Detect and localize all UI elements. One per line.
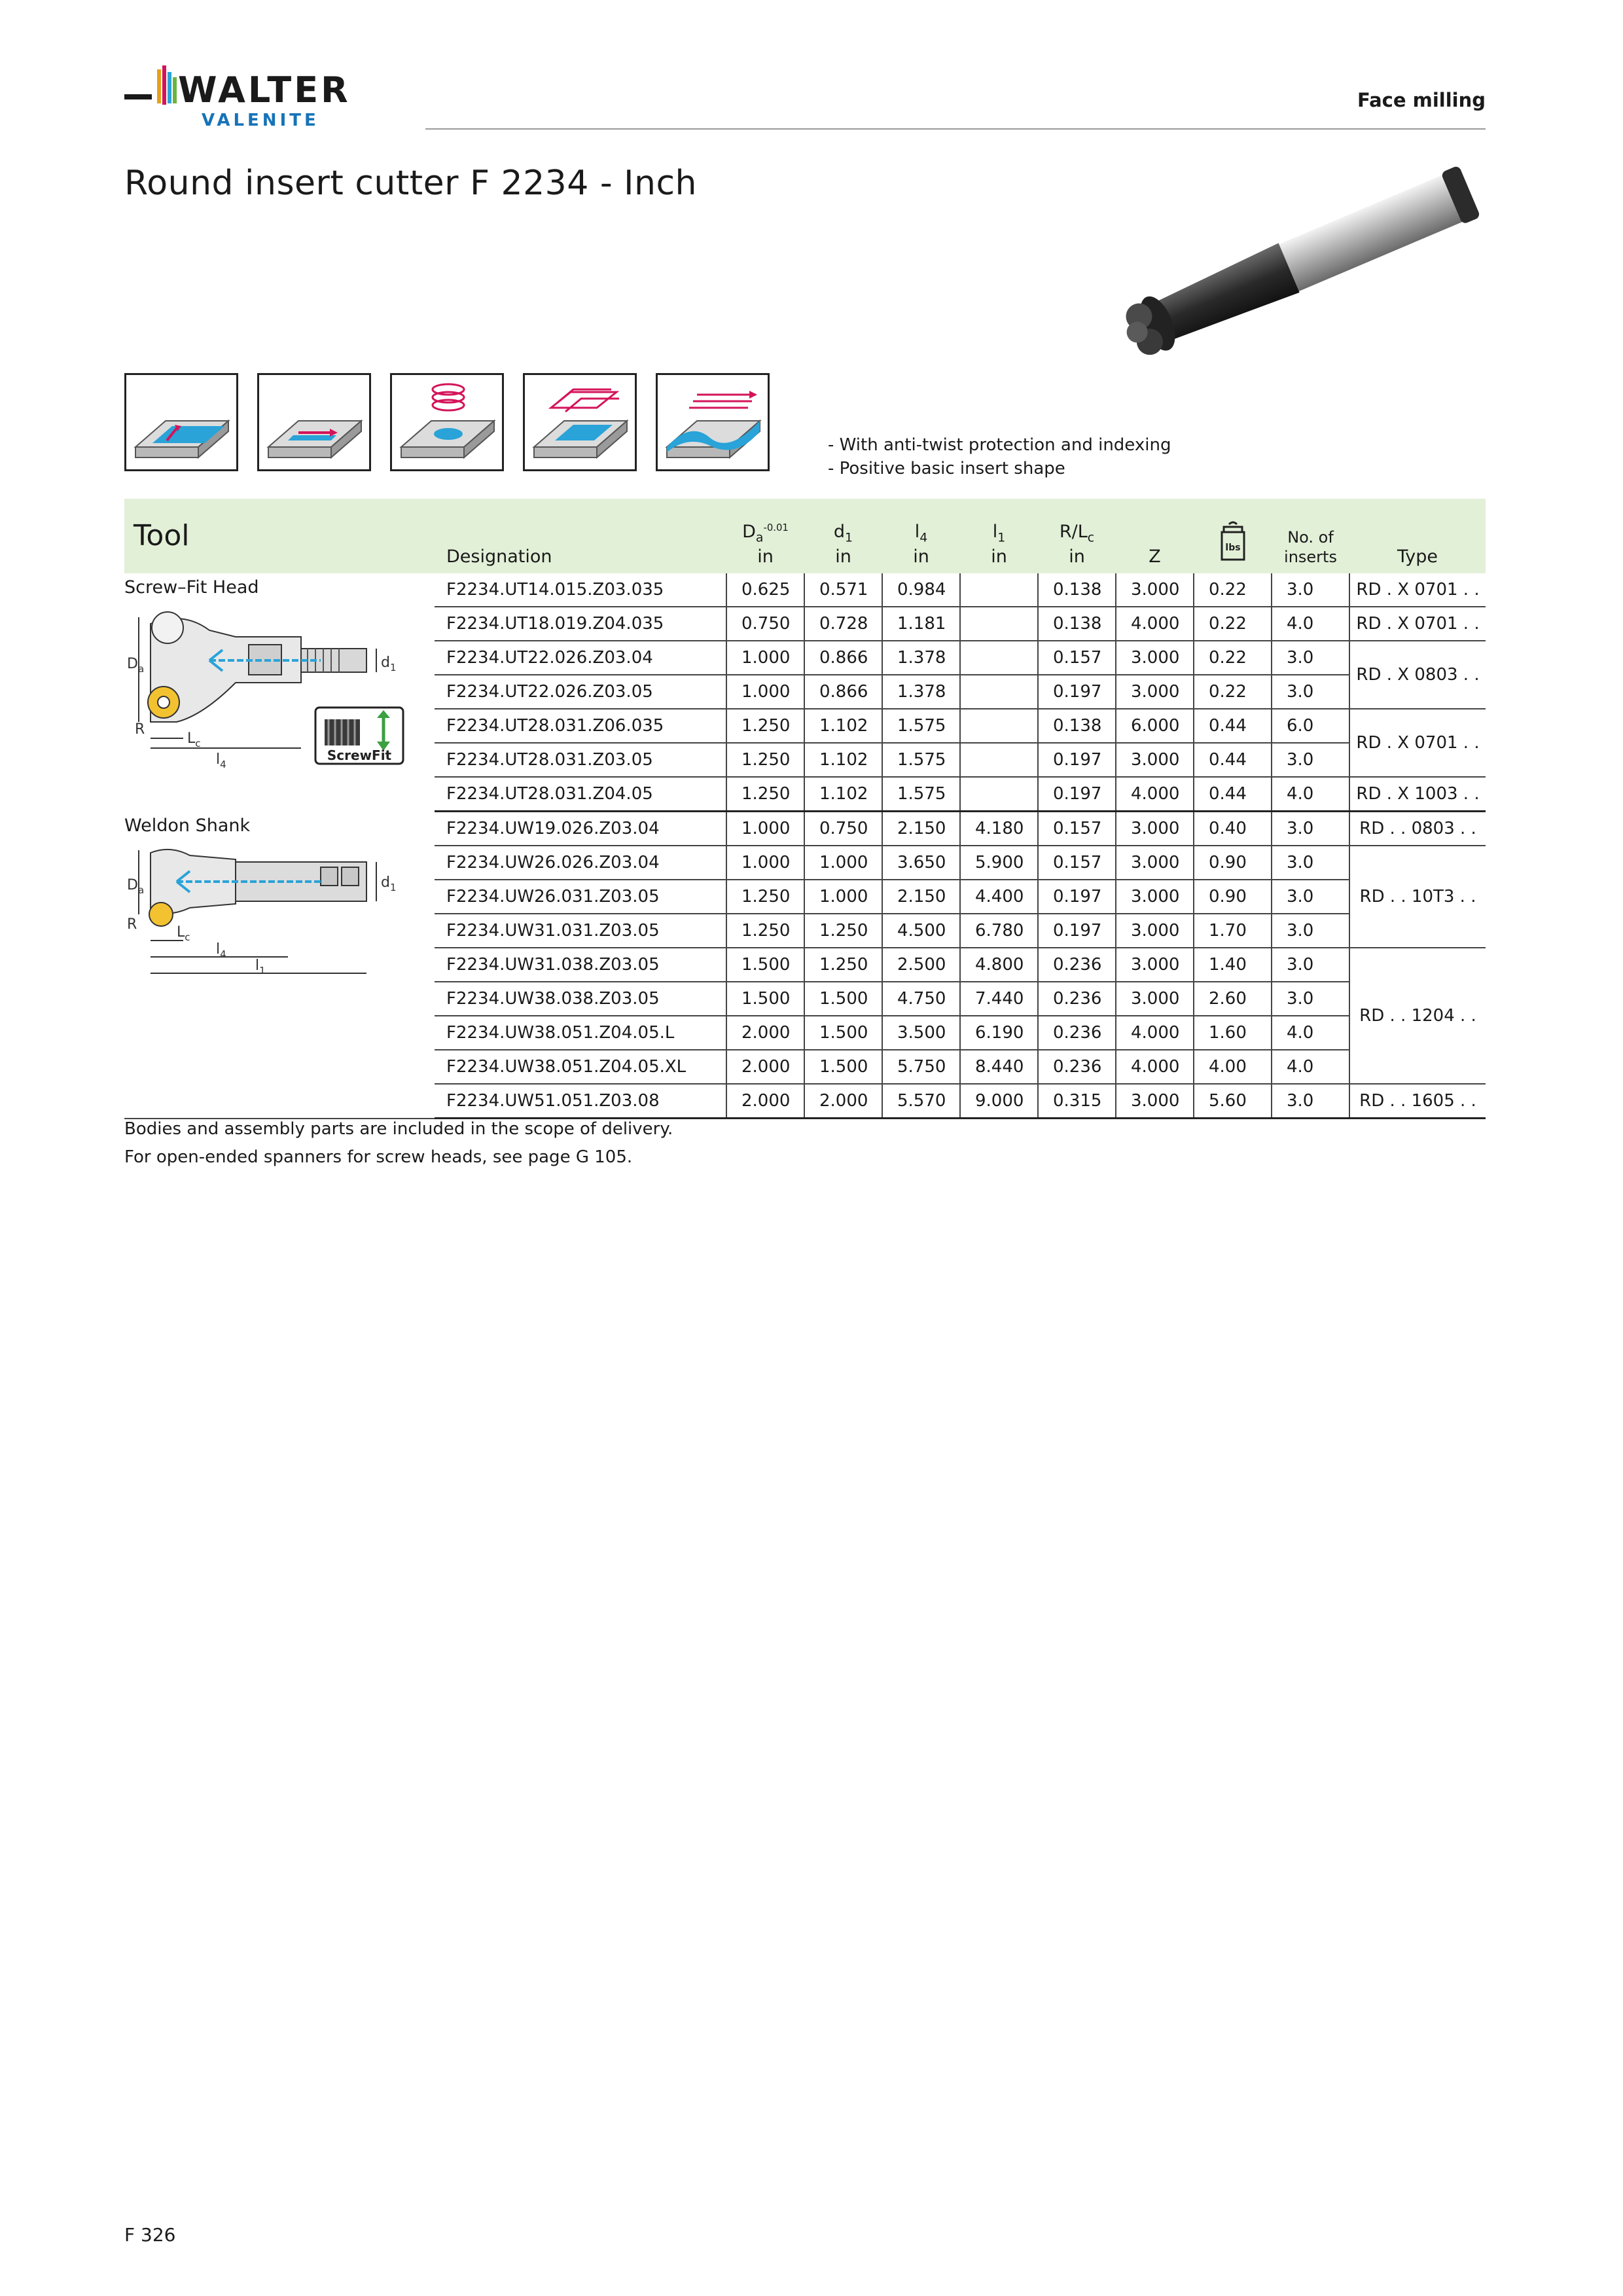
logo-submark: VALENITE — [202, 111, 319, 130]
da-cell: 1.250 — [726, 743, 804, 777]
screwfit-head-drawing — [124, 598, 412, 794]
weight-header — [1194, 499, 1272, 573]
z-cell: 3.000 — [1116, 914, 1194, 948]
inserts-header: No. of inserts — [1272, 499, 1349, 573]
da-cell: 1.000 — [726, 846, 804, 880]
designation-cell: F2234.UT22.026.Z03.05 — [435, 675, 726, 709]
svg-text:lbs: lbs — [1224, 543, 1241, 553]
l1-header: $l_1$ in — [960, 499, 1038, 573]
group-title: Weldon Shank — [124, 815, 251, 836]
d1-cell: 1.000 — [804, 880, 882, 914]
l4-cell: 0.984 — [882, 573, 960, 607]
weight-cell: 4.00 — [1194, 1050, 1272, 1084]
tool-header: Tool — [124, 499, 435, 573]
l4-cell: 4.750 — [882, 982, 960, 1016]
header-rule — [425, 128, 1486, 130]
l1-cell: 7.440 — [960, 982, 1038, 1016]
product-image — [1086, 157, 1492, 380]
z-cell: 4.000 — [1116, 1050, 1194, 1084]
section-label: Face milling — [1357, 89, 1486, 111]
group-title: Screw–Fit Head — [124, 577, 259, 598]
inserts-cell: 3.0 — [1272, 948, 1349, 982]
designation-cell: F2234.UT14.015.Z03.035 — [435, 573, 726, 607]
d1-cell: 0.866 — [804, 641, 882, 675]
weight-cell: 1.40 — [1194, 948, 1272, 982]
weight-cell: 0.22 — [1194, 641, 1272, 675]
rlc-cell: 0.236 — [1038, 948, 1116, 982]
l4-cell: 2.500 — [882, 948, 960, 982]
svg-text:Da: $D_a$ — [127, 656, 145, 675]
da-header: $D_a^{-0.01}$ in — [726, 499, 804, 573]
weight-cell: 1.70 — [1194, 914, 1272, 948]
z-cell: 3.000 — [1116, 675, 1194, 709]
l1-cell — [960, 607, 1038, 641]
weight-cell: 0.90 — [1194, 846, 1272, 880]
rlc-cell: 0.157 — [1038, 641, 1116, 675]
page-title: Round insert cutter F 2234 - Inch — [124, 164, 698, 203]
type-cell: RD . . 1204 . . — [1349, 948, 1486, 1084]
z-cell: 3.000 — [1116, 1084, 1194, 1119]
l4-cell: 3.650 — [882, 846, 960, 880]
designation-cell: F2234.UT28.031.Z06.035 — [435, 709, 726, 743]
l1-cell: 6.780 — [960, 914, 1038, 948]
designation-cell: F2234.UT28.031.Z04.05 — [435, 777, 726, 812]
l4-cell: 1.575 — [882, 743, 960, 777]
da-cell: 1.000 — [726, 675, 804, 709]
l1-cell — [960, 573, 1038, 607]
weight-cell: 0.22 — [1194, 607, 1272, 641]
z-header: Z — [1116, 499, 1194, 573]
d1-cell: 1.250 — [804, 948, 882, 982]
rlc-cell: 0.197 — [1038, 743, 1116, 777]
weldon-shank-drawing — [124, 836, 412, 993]
da-cell: 1.500 — [726, 982, 804, 1016]
rlc-cell: 0.197 — [1038, 914, 1116, 948]
l4-cell: 1.378 — [882, 675, 960, 709]
designation-cell: F2234.UW38.038.Z03.05 — [435, 982, 726, 1016]
da-cell: 2.000 — [726, 1016, 804, 1050]
inserts-cell: 3.0 — [1272, 982, 1349, 1016]
z-cell: 3.000 — [1116, 948, 1194, 982]
inserts-cell: 3.0 — [1272, 914, 1349, 948]
l4-cell: 1.378 — [882, 641, 960, 675]
designation-cell: F2234.UW38.051.Z04.05.XL — [435, 1050, 726, 1084]
designation-header: Designation — [435, 499, 726, 573]
inserts-cell: 3.0 — [1272, 880, 1349, 914]
rlc-cell: 0.157 — [1038, 812, 1116, 846]
type-cell: RD . X 0701 . . — [1349, 709, 1486, 777]
inserts-cell: 6.0 — [1272, 709, 1349, 743]
rlc-cell: 0.197 — [1038, 777, 1116, 812]
d1-cell: 0.571 — [804, 573, 882, 607]
l4-cell: 3.500 — [882, 1016, 960, 1050]
d1-cell: 1.102 — [804, 709, 882, 743]
l4-header: $l_4$ in — [882, 499, 960, 573]
logo-wordmark: WALTER — [178, 69, 351, 111]
weight-cell: 1.60 — [1194, 1016, 1272, 1050]
designation-cell: F2234.UW26.031.Z03.05 — [435, 880, 726, 914]
svg-text:R: R — [135, 721, 145, 738]
walter-valenite-logo — [124, 60, 399, 132]
inserts-cell: 3.0 — [1272, 743, 1349, 777]
helical-interpolation-icon — [390, 373, 504, 471]
feature-list — [828, 433, 1171, 480]
face-milling-icon — [124, 373, 238, 471]
d1-cell: 1.250 — [804, 914, 882, 948]
l1-cell: 6.190 — [960, 1016, 1038, 1050]
type-cell: RD . X 0701 . . — [1349, 607, 1486, 641]
page-number: F 326 — [124, 2224, 176, 2246]
z-cell: 3.000 — [1116, 743, 1194, 777]
table-row — [124, 573, 1486, 607]
weight-cell: 0.40 — [1194, 812, 1272, 846]
rlc-cell: 0.197 — [1038, 675, 1116, 709]
feature-item: - Positive basic insert shape — [828, 459, 1065, 478]
weight-cell: 0.44 — [1194, 743, 1272, 777]
l1-cell: 8.440 — [960, 1050, 1038, 1084]
designation-cell: F2234.UW26.026.Z03.04 — [435, 846, 726, 880]
inserts-cell: 3.0 — [1272, 1084, 1349, 1119]
da-cell: 2.000 — [726, 1050, 804, 1084]
type-cell: RD . . 1605 . . — [1349, 1084, 1486, 1119]
weight-cell: 5.60 — [1194, 1084, 1272, 1119]
tool-table — [124, 499, 1486, 1119]
inserts-cell: 3.0 — [1272, 573, 1349, 607]
rlc-cell: 0.138 — [1038, 709, 1116, 743]
designation-cell: F2234.UW38.051.Z04.05.L — [435, 1016, 726, 1050]
pocket-milling-icon — [523, 373, 637, 471]
type-cell: RD . X 1003 . . — [1349, 777, 1486, 812]
l1-cell: 4.800 — [960, 948, 1038, 982]
footnote: For open-ended spanners for screw heads, see page G 105. — [124, 1147, 633, 1167]
rlc-cell: 0.197 — [1038, 880, 1116, 914]
designation-cell: F2234.UW51.051.Z03.08 — [435, 1084, 726, 1119]
rlc-cell: 0.157 — [1038, 846, 1116, 880]
designation-cell: F2234.UT28.031.Z03.05 — [435, 743, 726, 777]
d1-cell: 1.102 — [804, 743, 882, 777]
shoulder-milling-icon — [257, 373, 371, 471]
svg-text:Lc: $L_c$ — [187, 730, 201, 749]
rlc-cell: 0.236 — [1038, 1050, 1116, 1084]
weight-cell: 0.44 — [1194, 709, 1272, 743]
svg-text:d1: $d_1$ — [381, 655, 397, 673]
l1-cell — [960, 675, 1038, 709]
z-cell: 3.000 — [1116, 880, 1194, 914]
rlc-cell: 0.138 — [1038, 573, 1116, 607]
svg-text:l1: $l_1$ — [255, 957, 266, 977]
z-cell: 4.000 — [1116, 777, 1194, 812]
l4-cell: 2.150 — [882, 880, 960, 914]
screwfit-group-cell — [124, 573, 435, 812]
z-cell: 3.000 — [1116, 812, 1194, 846]
da-cell: 1.250 — [726, 914, 804, 948]
svg-text:l4: $l_4$ — [216, 751, 226, 770]
d1-cell: 1.000 — [804, 846, 882, 880]
inserts-cell: 4.0 — [1272, 1016, 1349, 1050]
weight-cell: 0.22 — [1194, 675, 1272, 709]
l1-cell: 9.000 — [960, 1084, 1038, 1119]
da-cell: 1.000 — [726, 812, 804, 846]
designation-cell: F2234.UW31.031.Z03.05 — [435, 914, 726, 948]
designation-cell: F2234.UT18.019.Z04.035 — [435, 607, 726, 641]
table-row — [124, 812, 1486, 846]
designation-cell: F2234.UW19.026.Z03.04 — [435, 812, 726, 846]
l1-cell: 4.180 — [960, 812, 1038, 846]
l4-cell: 2.150 — [882, 812, 960, 846]
weight-icon — [1220, 520, 1246, 562]
inserts-cell: 3.0 — [1272, 846, 1349, 880]
d1-cell: 1.500 — [804, 982, 882, 1016]
svg-text:Da: $D_a$ — [127, 876, 145, 896]
type-cell: RD . . 10T3 . . — [1349, 846, 1486, 948]
rlc-cell: 0.138 — [1038, 607, 1116, 641]
svg-text:d1: $d_1$ — [381, 874, 397, 893]
designation-cell: F2234.UT22.026.Z03.04 — [435, 641, 726, 675]
d1-cell: 2.000 — [804, 1084, 882, 1119]
type-cell: RD . X 0701 . . — [1349, 573, 1486, 607]
weight-cell: 2.60 — [1194, 982, 1272, 1016]
d1-cell: 0.750 — [804, 812, 882, 846]
inserts-cell: 4.0 — [1272, 777, 1349, 812]
d1-cell: 1.500 — [804, 1016, 882, 1050]
l4-cell: 4.500 — [882, 914, 960, 948]
rlc-cell: 0.315 — [1038, 1084, 1116, 1119]
svg-text:R: R — [127, 916, 137, 933]
da-cell: 0.750 — [726, 607, 804, 641]
z-cell: 6.000 — [1116, 709, 1194, 743]
da-cell: 1.000 — [726, 641, 804, 675]
z-cell: 3.000 — [1116, 982, 1194, 1016]
l4-cell: 1.575 — [882, 777, 960, 812]
inserts-cell: 3.0 — [1272, 812, 1349, 846]
inserts-cell: 3.0 — [1272, 675, 1349, 709]
footnote: Bodies and assembly parts are included in the scope of delivery. — [124, 1119, 673, 1139]
type-cell: RD . X 0803 . . — [1349, 641, 1486, 709]
inserts-cell: 4.0 — [1272, 607, 1349, 641]
da-cell: 2.000 — [726, 1084, 804, 1119]
l1-cell: 4.400 — [960, 880, 1038, 914]
inserts-cell: 3.0 — [1272, 641, 1349, 675]
l1-cell: 5.900 — [960, 846, 1038, 880]
z-cell: 3.000 — [1116, 641, 1194, 675]
z-cell: 3.000 — [1116, 573, 1194, 607]
da-cell: 1.250 — [726, 880, 804, 914]
l4-cell: 1.181 — [882, 607, 960, 641]
weldon-group-cell — [124, 812, 435, 1119]
l4-cell: 1.575 — [882, 709, 960, 743]
weight-cell: 0.44 — [1194, 777, 1272, 812]
svg-text:l4: $l_4$ — [216, 941, 226, 960]
weight-cell: 0.90 — [1194, 880, 1272, 914]
d1-header: $d_1$ in — [804, 499, 882, 573]
screwfit-logo-text: ScrewFit — [327, 747, 392, 763]
type-header: Type — [1349, 499, 1486, 573]
svg-text:Lc: $L_c$ — [177, 924, 190, 943]
rlc-cell: 0.236 — [1038, 1016, 1116, 1050]
designation-cell: F2234.UW31.038.Z03.05 — [435, 948, 726, 982]
da-cell: 1.250 — [726, 777, 804, 812]
l1-cell — [960, 709, 1038, 743]
copy-milling-icon — [656, 373, 770, 471]
l1-cell — [960, 777, 1038, 812]
l4-cell: 5.750 — [882, 1050, 960, 1084]
type-cell: RD . . 0803 . . — [1349, 812, 1486, 846]
da-cell: 1.500 — [726, 948, 804, 982]
z-cell: 3.000 — [1116, 846, 1194, 880]
da-cell: 1.250 — [726, 709, 804, 743]
d1-cell: 1.102 — [804, 777, 882, 812]
d1-cell: 0.866 — [804, 675, 882, 709]
weight-cell: 0.22 — [1194, 573, 1272, 607]
l1-cell — [960, 641, 1038, 675]
l1-cell — [960, 743, 1038, 777]
inserts-cell: 4.0 — [1272, 1050, 1349, 1084]
z-cell: 4.000 — [1116, 607, 1194, 641]
d1-cell: 0.728 — [804, 607, 882, 641]
l4-cell: 5.570 — [882, 1084, 960, 1119]
table-header — [124, 499, 1486, 573]
z-cell: 4.000 — [1116, 1016, 1194, 1050]
da-cell: 0.625 — [726, 573, 804, 607]
d1-cell: 1.500 — [804, 1050, 882, 1084]
rlc-cell: 0.236 — [1038, 982, 1116, 1016]
rlc-header: $R/L_c$ in — [1038, 499, 1116, 573]
feature-item: - With anti-twist protection and indexing — [828, 435, 1171, 455]
